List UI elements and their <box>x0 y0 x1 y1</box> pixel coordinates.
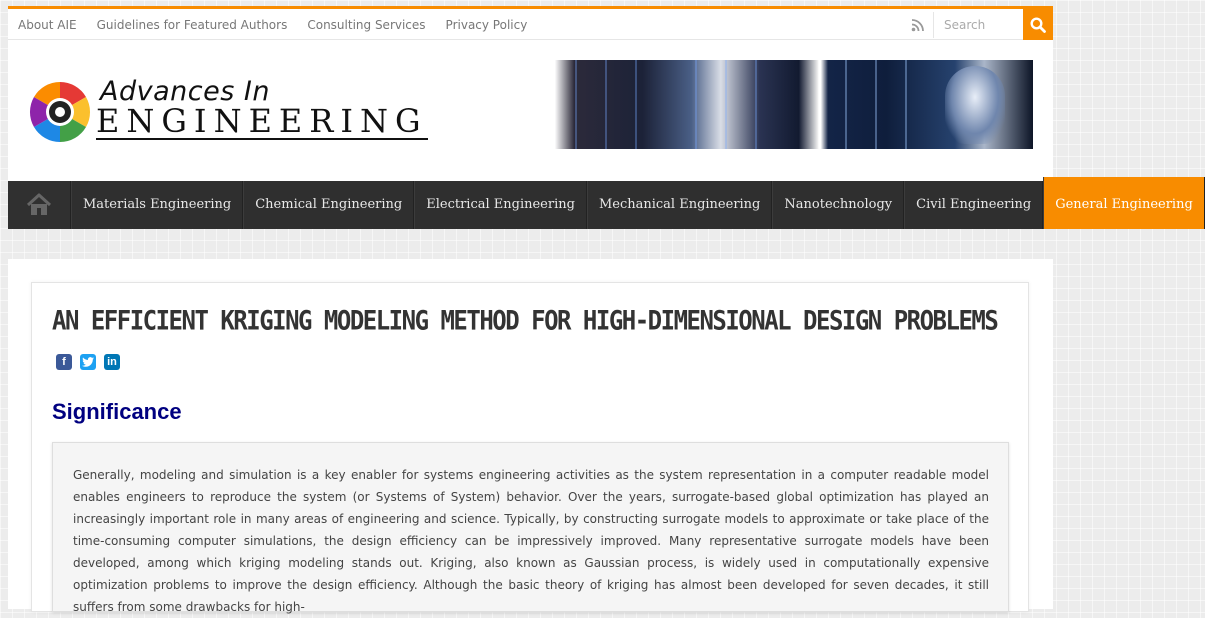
home-icon <box>26 193 52 217</box>
top-nav <box>18 17 547 33</box>
significance-box <box>52 442 1009 612</box>
logo-title-line2[interactable]: ENGINEERING <box>96 102 428 140</box>
top-nav-privacy[interactable]: Privacy Policy <box>445 18 528 32</box>
significance-paragraph: Generally, modeling and simulation is a key enabler for systems engineering activities as the system representation in a computer readable model enables engineers to reproduce the system (or Systems of System) behavior. Over the years, surrogate-based global optimization has played an increasingly important role in many areas of engineering and science. Typically, by constructing surrogate models to approximate or take place of the time-consuming computer simulations, the design efficiency can be impressively improved. Many representative surrogate models have been developed, among which kriging modeling stands out. Kriging, also known as Gaussian process, is widely used in computationally expensive optimization problems to improve the design efficiency. Although the basic theory of kriging has almost been developed for seven decades, it still suffers from some drawbacks for high- <box>73 468 989 614</box>
nav-item-chemical-engineering[interactable]: Chemical Engineering <box>243 181 414 229</box>
top-bar <box>8 6 1053 40</box>
header-banner-image <box>545 60 1033 149</box>
home-button[interactable] <box>8 181 71 229</box>
nav-item-nanotechnology[interactable]: Nanotechnology <box>772 181 904 229</box>
nav-item-electrical-engineering[interactable]: Electrical Engineering <box>414 181 587 229</box>
twitter-icon[interactable] <box>80 354 96 370</box>
logo-title-line1[interactable]: Advances In <box>100 76 270 107</box>
search-input[interactable] <box>933 12 1023 38</box>
top-nav-guidelines[interactable]: Guidelines for Featured Authors <box>96 18 288 32</box>
search-button[interactable] <box>1023 9 1053 40</box>
site-header <box>8 40 1053 181</box>
top-nav-about[interactable]: About AIE <box>18 18 77 32</box>
main-nav <box>8 181 1193 229</box>
linkedin-icon[interactable]: in <box>104 354 120 370</box>
facebook-icon[interactable]: f <box>56 354 72 370</box>
top-nav-consulting[interactable]: Consulting Services <box>307 18 426 32</box>
nav-item-mechanical-engineering[interactable]: Mechanical Engineering <box>587 181 772 229</box>
logo-gear-icon[interactable] <box>28 80 92 144</box>
rss-icon[interactable] <box>911 18 925 32</box>
section-heading: Significance <box>52 399 182 424</box>
nav-item-materials-engineering[interactable]: Materials Engineering <box>71 181 243 229</box>
share-buttons <box>56 354 120 370</box>
article-title: AN EFFICIENT KRIGING MODELING METHOD FOR HIGH-DIMENSIONAL DESIGN PROBLEMS <box>52 305 998 337</box>
nav-item-civil-engineering[interactable]: Civil Engineering <box>904 181 1043 229</box>
search-icon <box>1030 17 1046 33</box>
nav-item-general-engineering[interactable]: General Engineering <box>1043 177 1205 229</box>
